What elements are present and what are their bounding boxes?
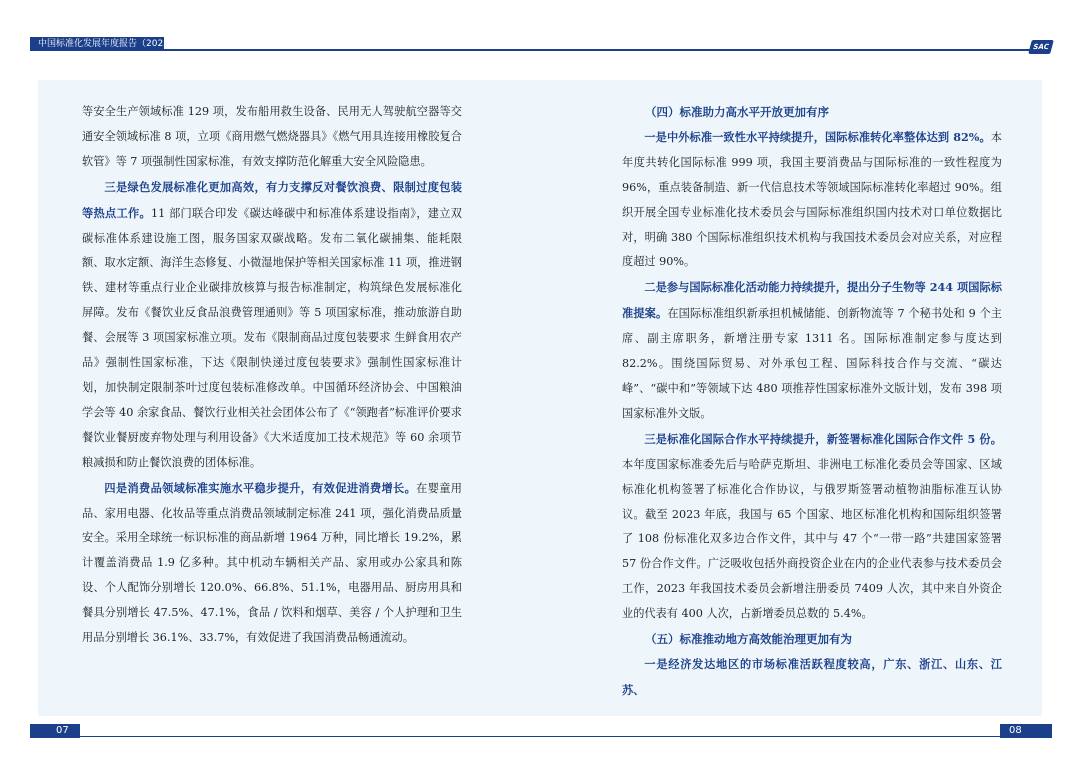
paragraph-international-participation: [622, 275, 1002, 426]
section-heading-opening: （四）标准助力高水平开放更加有序: [645, 105, 829, 119]
header-rule: [30, 49, 1035, 51]
conversion-rate-body: 本年度共转化国际标准 999 项，我国主要消费品与国际标准的一致性程度为 96%，重点装备制造、新一代信息技术等领域国际标准转化率超过 90%。组织开展全国专业标准化技术委员会与国际标准组织国内技术对口单位数据比对，明确 380 个国际标准组织技术机构与我国技术委员会对应关系，对应程度超过 90%。: [622, 130, 1002, 269]
consumer-goods-body: 在婴童用品、家用电器、化妆品等重点消费品领域制定标准 241 项，强化消费品质量安全。采用全球统一标识标准的商品新增 1964 万种，同比增长 19.2%，累计覆盖消费品 1.9 亿多种。其中机动车辆相关产品、家用或办公家具和陈设、个人配饰分别增长 120.0%、66.8%、51.1%，电器用品、厨房用具和餐具分别增长 47.5%、47.1%，食品 / 饮料和烟草、美容 / 个人护理和卫生用品分别增长 36.1%、33.7%，有效促进了我国消费品畅通流动。: [82, 481, 462, 645]
consumer-goods-lead: 四是消费品领域标准实施水平稳步提升，有效促进消费增长。: [104, 480, 417, 495]
paragraph-consumer-goods: [82, 476, 462, 651]
paragraph-conversion-rate: [622, 125, 1002, 275]
green-development-lead: 三是绿色发展标准化更加高效，有力支撑反对餐饮浪费、限制过度包装等热点工作。: [82, 179, 462, 220]
international-participation-body: 在国际标准组织新承担机械储能、创新物流等 7 个秘书处和 9 个主席、副主席职务，新增注册专家 1311 名。国际标准制定参与度达到 82.2%。围绕国际贸易、对外承包工程、国际科技合作与交流、“碳达峰”、“碳中和”等领域下达 480 项推荐性国家标准外文版计划，发布 398 项国家标准外文版。: [622, 307, 1002, 420]
international-cooperation-lead: 三是标准化国际合作水平持续提升，新签署标准化国际合作文件 5 份。: [644, 431, 1002, 446]
conversion-rate-lead: 一是中外标准一致性水平持续提升，国际标准转化率整体达到 82%。: [644, 129, 991, 144]
page-number-right: 08: [1000, 724, 1052, 738]
green-development-body: 11 部门联合印发《碳达峰碳中和标准体系建设指南》，建立双碳标准体系建设施工图，服务国家双碳战略。发布二氧化碳捕集、能耗限额、取水定额、海洋生态修复、小微湿地保护等相关国家标准 11 项，推进钢铁、建材等重点行业企业碳排放核算与报告标准制定，构筑绿色发展标准化屏障。发布《餐饮业反食品浪费管理通则》等 5 项国家标准，推动旅游自助餐、会展等 3 项国家标准立项。发布《限制商品过度包装要求 生鲜食用农产品》强制性国家标准，下达《限制快递过度包装要求》强制性国家标准计划，加快制定限制茶叶过度包装标准修改单。中国循环经济协会、中国粮油学会等 40 余家食品、餐饮行业相关社会团体公布了《“领跑者”标准评价要求 餐饮业餐厨废弃物处理与利用设备》《大米适度加工技术规范》等 60 余项节粮减损和防止餐饮浪费的团体标准。: [82, 206, 462, 469]
left-page-column: [82, 100, 462, 651]
international-participation-lead: 二是参与国际标准化活动能力持续提升，提出分子生物等 244 项国际标准提案。: [622, 280, 1002, 321]
section-heading-local-governance: （五）标准推动地方高效能治理更加有为: [645, 632, 852, 647]
paragraph-safety: 等安全生产领域标准 129 项，发布船用救生设备、民用无人驾驶航空器等交通安全领域标准 8 项，立项《商用燃气燃烧器具》《燃气用具连接用橡胶复合软管》等 7 项强制性国家标准，有效支撑防范化解重大安全风险隐患。: [82, 105, 462, 168]
paragraph-green-development: [82, 175, 462, 476]
page-number-left: 07: [30, 724, 80, 738]
sac-logo: SAC: [1028, 40, 1054, 54]
right-page-column: [622, 100, 1002, 704]
report-title-tab: 中国标准化发展年度报告（2023年）: [30, 37, 164, 51]
paragraph-market-standards: [622, 652, 1002, 704]
international-cooperation-body: 本年度国家标准委先后与哈萨克斯坦、非洲电工标准化委员会等国家、区域标准化机构签署了标准化合作协议，与俄罗斯签署动植物油脂标准互认协议。截至 2023 年底，我国与 65 个国家、地区标准化机构和国际组织签署了 108 份标准化双多边合作文件，其中与 47 个“一带一路”共建国家签署 57 份合作文件。广泛吸收包括外商投资企业在内的企业代表参与技术委员会工作，2023 年我国技术委员会新增注册委员 7409 人次，其中来自外资企业的代表有 400 人次，占新增委员总数的 5.4%。: [622, 457, 1002, 621]
paragraph-international-cooperation: [622, 427, 1002, 627]
market-standards-lead: 一是经济发达地区的市场标准活跃程度较高，广东、浙江、山东、江苏、: [622, 656, 1002, 697]
footer-rule: [30, 736, 1052, 737]
